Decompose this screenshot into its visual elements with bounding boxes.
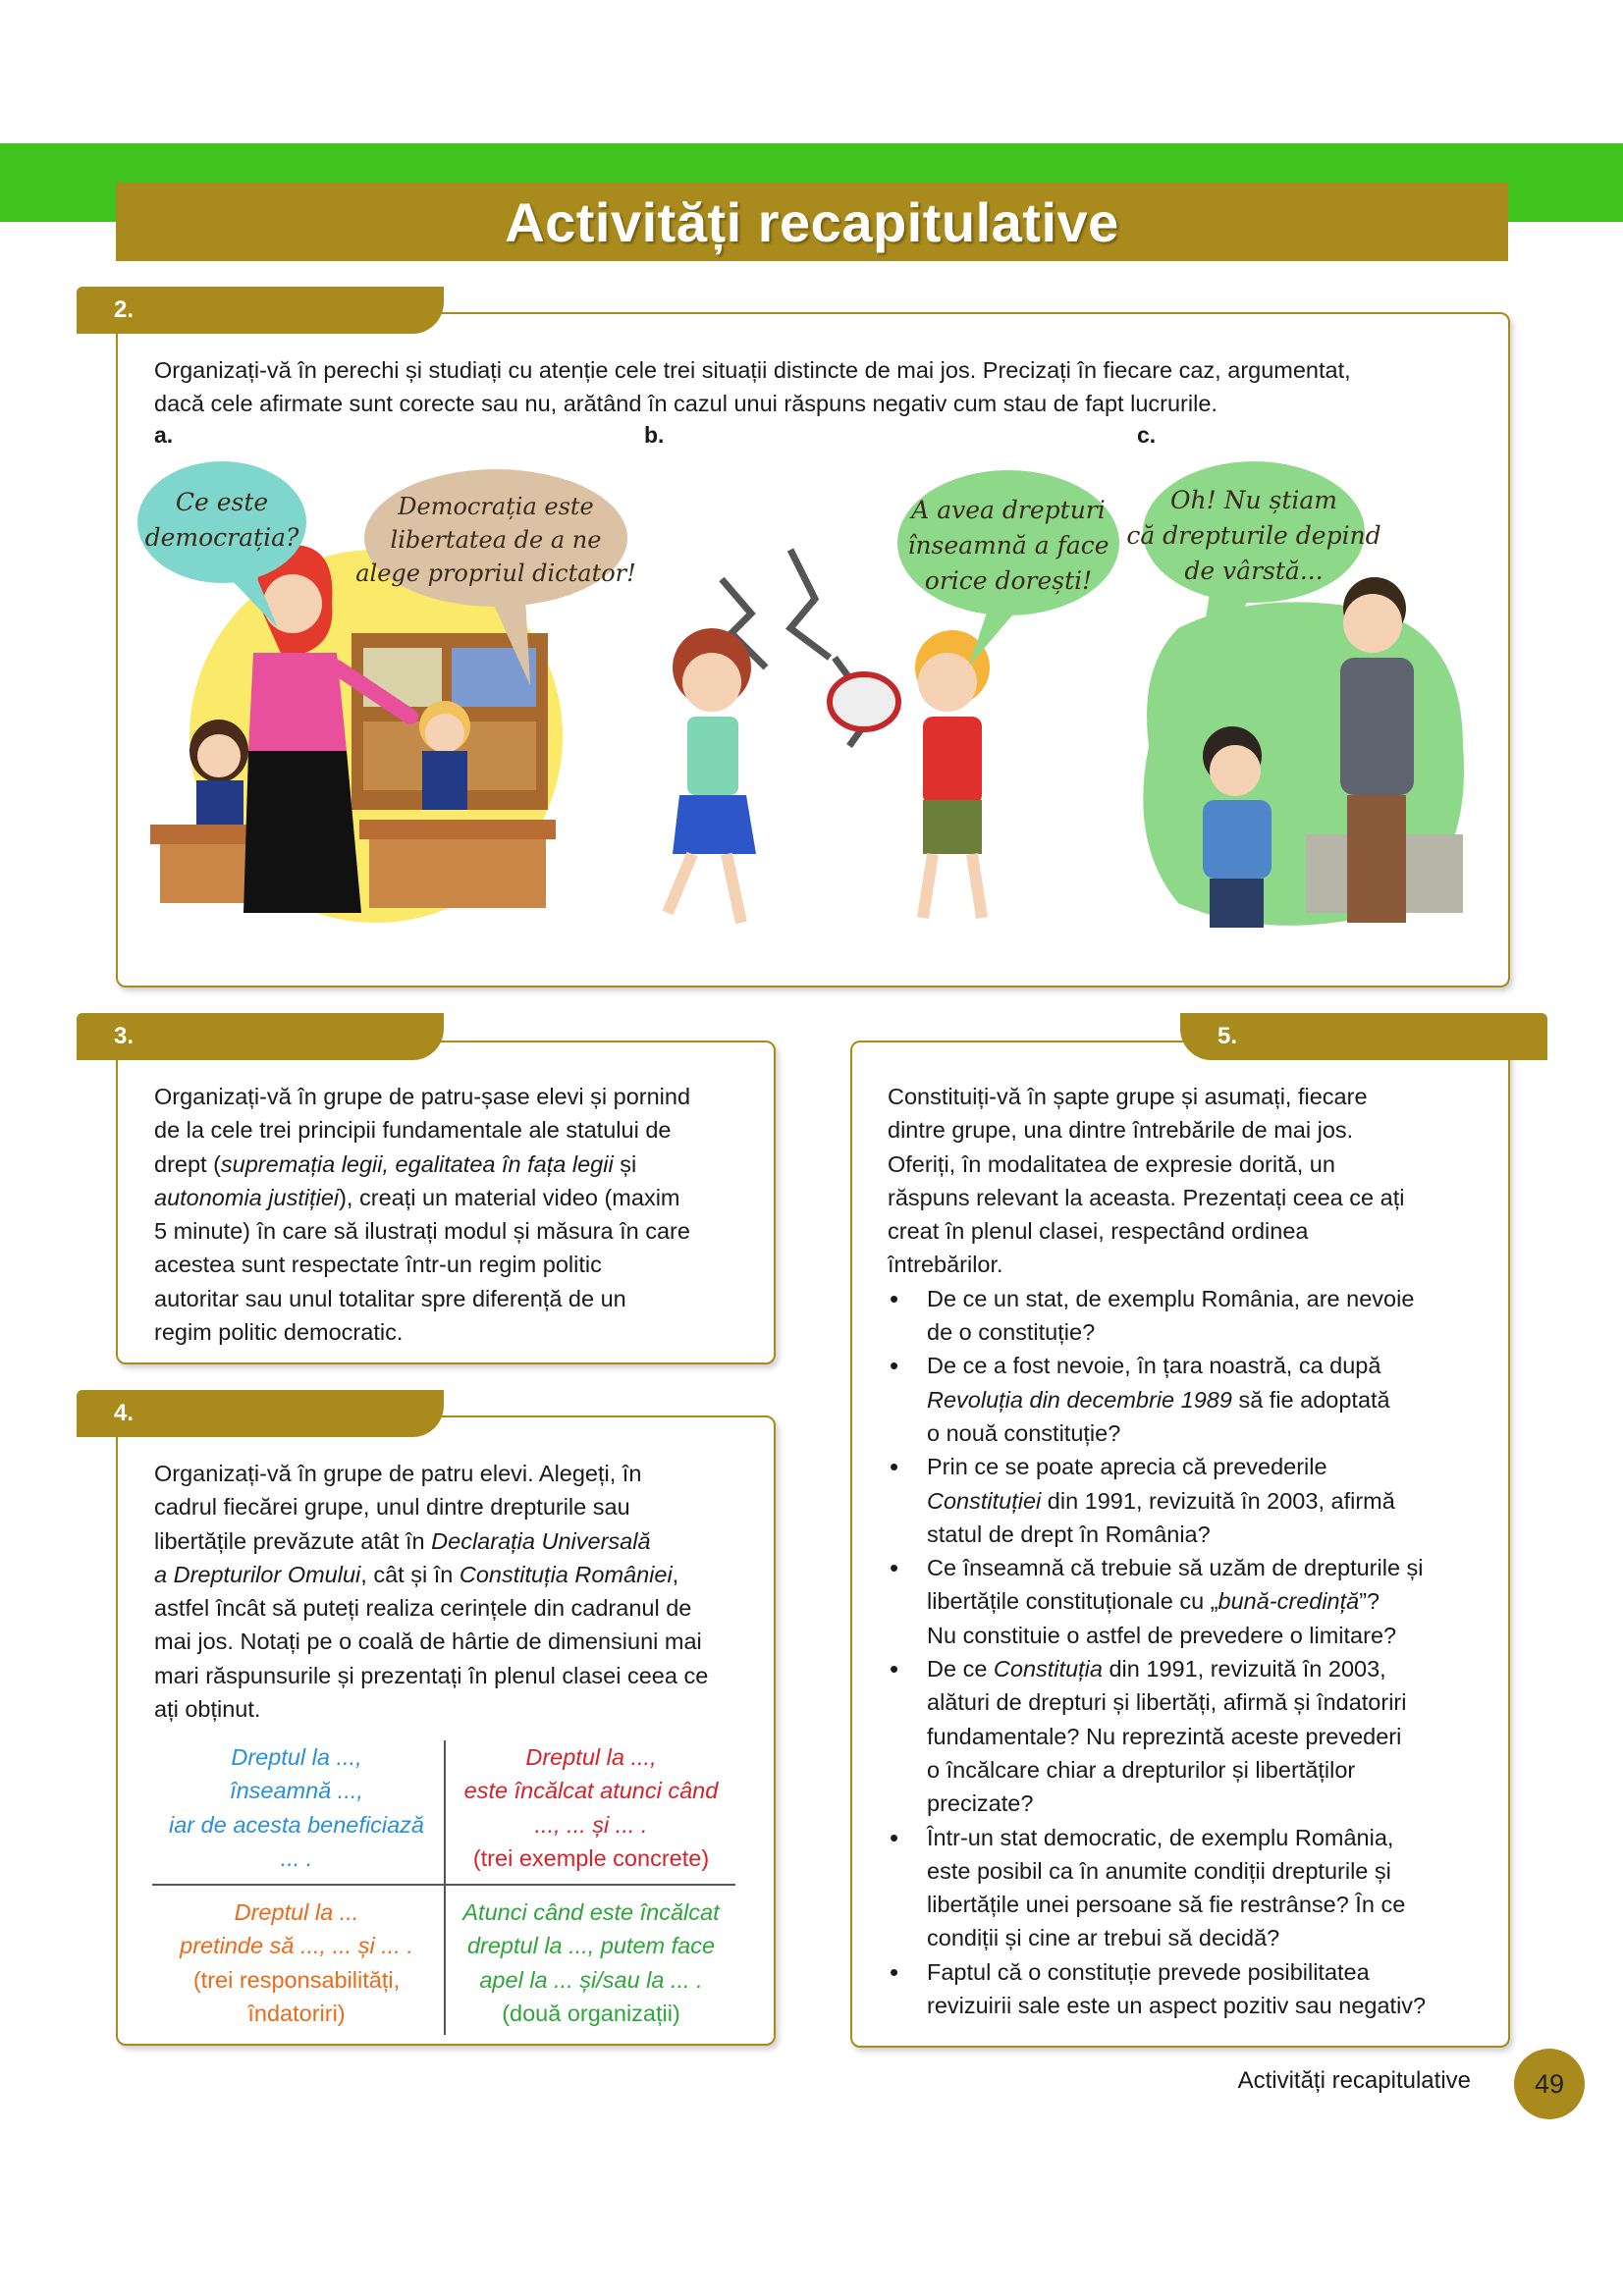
title-bar [116, 183, 1508, 261]
situation-label-c: c. [1137, 422, 1157, 448]
situation-label-a: a. [154, 422, 174, 448]
exercise-5-tab [1180, 1013, 1547, 1060]
text-run: De ce [927, 1656, 994, 1682]
bubble-b-line: înseamnă a face [907, 531, 1109, 560]
exercise-5-intro-line: Oferiți, în modalitatea de expresie dorită, un [888, 1150, 1335, 1177]
exercise-5-text [888, 1080, 1496, 2022]
exercise-5-intro-line: răspuns relevant la aceasta. Prezentați ceea ce ați [888, 1184, 1405, 1210]
text-run: 5 minute) în care să ilustrați modul și măsura în care [154, 1218, 690, 1245]
text-run: o încălcare chiar a drepturilor și libertăților [927, 1756, 1356, 1783]
quadrant-line: Dreptul la ..., [231, 1744, 362, 1770]
bubble-c [1126, 461, 1381, 609]
bubble-b-line: orice dorești! [924, 566, 1093, 595]
exercise-4-line [154, 1457, 763, 1490]
text-run: Ce înseamnă că trebuie să uzăm de drepturile și [927, 1555, 1424, 1581]
italic-run: autonomia justiției [154, 1184, 340, 1210]
italic-run: a Drepturilor Omului [154, 1561, 361, 1587]
quadrant-line: Atunci când este încălcat [462, 1899, 720, 1925]
question-item [888, 1821, 1496, 1955]
text-run: , cât și în [360, 1561, 460, 1587]
exercise-4-line [154, 1591, 763, 1625]
exercise-3-number: 3. [114, 1023, 135, 1049]
exercise-3-line [154, 1113, 763, 1147]
exercise-3-line [154, 1214, 763, 1248]
exercise-4-line [154, 1558, 763, 1591]
exercise-2-number: 2. [114, 296, 135, 323]
exercise-4-line [154, 1692, 763, 1726]
text-run: este posibil ca în anumite condiții drepturile și [927, 1857, 1391, 1884]
quadrant-top-right [447, 1740, 735, 1875]
exercise-2-line: Organizați-vă în perechi și studiați cu atenție cele trei situații distincte de mai jos. Precizați în fiecare caz, argumentat, [154, 357, 1351, 383]
text-run: Într-un stat democratic, de exemplu România, [927, 1824, 1394, 1850]
student-right-uniform [422, 751, 467, 810]
quadrant-line: este încălcat atunci când [463, 1778, 719, 1804]
text-run: ), creați un material video (maxim [339, 1184, 680, 1210]
teacher-skirt [243, 751, 361, 913]
son-jeans [1210, 879, 1264, 928]
quadrant-line: pretinde să ..., ... și ... . [180, 1933, 413, 1959]
italic-run: bună-credință [1217, 1588, 1360, 1615]
exercise-4-tab [77, 1390, 444, 1437]
bubble-c-line: de vârstă... [1184, 557, 1324, 585]
text-run: statul de drept în România? [927, 1521, 1211, 1547]
son-face [1210, 745, 1261, 796]
rights-quadrant-grid [152, 1740, 735, 2035]
quadrant-note: (două organizații) [502, 2000, 680, 2026]
italic-run: Constituția României [459, 1561, 673, 1587]
page-number: 49 [1534, 2068, 1565, 2099]
student-uniform [196, 780, 243, 829]
bubble-b [895, 469, 1121, 616]
text-run: libertățile constituționale cu „ [927, 1588, 1218, 1615]
quadrant-note: îndatoriri) [247, 2000, 346, 2026]
question-item [888, 1652, 1496, 1820]
situation-label-b: b. [644, 422, 665, 448]
grid-vertical-divider [444, 1740, 446, 2035]
page-number-badge [1514, 2049, 1585, 2119]
quadrant-line: ... . [280, 1844, 313, 1871]
megaphone-shape [830, 674, 898, 729]
girl-skirt [673, 795, 756, 854]
exercise-3-line [154, 1148, 763, 1181]
exercise-3-line [154, 1080, 763, 1113]
text-run: revizuirii sale este un aspect pozitiv sau negativ? [927, 1993, 1427, 2019]
question-item [888, 1450, 1496, 1551]
bubble-c-line: că drepturile depind [1126, 521, 1381, 550]
quadrant-line: Dreptul la ... [234, 1899, 359, 1925]
text-run: autoritar sau unul totalitar spre diferență de un [154, 1285, 626, 1311]
text-run: ”? [1359, 1588, 1380, 1615]
text-run: mari răspunsurile și prezentați în plenul clasei ceea ce [154, 1662, 709, 1688]
exercise-3-text [154, 1080, 763, 1349]
text-run: libertățile unei persoane să fie restrânse? În ce [927, 1892, 1406, 1918]
quadrant-line: ..., ... și ... . [534, 1811, 648, 1838]
italic-run: Constituția [993, 1656, 1103, 1682]
student-face [197, 734, 241, 777]
text-run: din 1991, revizuită în 2003, [1102, 1656, 1386, 1682]
exercise-3-line [154, 1282, 763, 1315]
question-item [888, 1349, 1496, 1450]
exercise-2-tab [77, 287, 444, 334]
boy-shirt [923, 717, 982, 805]
text-run: Organizați-vă în grupe de patru elevi. Alegeți, în [154, 1461, 642, 1486]
exercise-3-line [154, 1315, 763, 1349]
text-run: cadrul fiecărei grupe, unul dintre drepturile sau [154, 1494, 630, 1521]
text-run: alături de drepturi și libertăți, afirmă și îndatoriri [927, 1689, 1407, 1716]
italic-run: Revoluția din decembrie 1989 [927, 1386, 1232, 1413]
bubble-shape [137, 461, 306, 583]
italic-run: Declarația Universală [431, 1527, 651, 1554]
exercise-4-line [154, 1659, 763, 1692]
bubble-a2-line: alege propriul dictator! [355, 560, 636, 587]
exercise-3-line [154, 1248, 763, 1281]
page-title: Activități recapitulative [505, 190, 1119, 253]
text-run: acestea sunt respectate într-un regim politic [154, 1252, 602, 1278]
quadrant-top-left [152, 1740, 441, 1875]
text-run: precizate? [927, 1790, 1034, 1817]
quadrant-line: apel la ... și/sau la ... . [479, 1966, 703, 1993]
bubble-a1-line: Ce este [175, 488, 269, 516]
text-run: condiții și cine ar trebui să decidă? [927, 1925, 1280, 1951]
exercise-4-line [154, 1524, 763, 1558]
exercise-4-line [154, 1625, 763, 1658]
text-run: libertățile prevăzute atât în [154, 1527, 432, 1554]
exercise-5-intro-line: Constituiți-vă în șapte grupe și asumați, fiecare [888, 1084, 1368, 1109]
boy-shorts [923, 800, 982, 854]
question-item [888, 1551, 1496, 1652]
text-run: o nouă constituție? [927, 1419, 1121, 1446]
questions-list [888, 1282, 1496, 2023]
illustration-c-father-son [1139, 550, 1473, 942]
bubble-a1 [135, 461, 312, 589]
text-run: ați obținut. [154, 1696, 261, 1723]
quadrant-line: Dreptul la ..., [525, 1744, 657, 1770]
quadrant-line: dreptul la ..., putem face [466, 1933, 716, 1959]
text-run: De ce a fost nevoie, în țara noastră, ca după [927, 1353, 1381, 1379]
bubble-c-line: Oh! Nu știam [1170, 486, 1337, 514]
student-right-face [425, 714, 464, 753]
exercise-3-tab [77, 1013, 444, 1060]
exercise-2-line: dacă cele afirmate sunt corecte sau nu, arătând în cazul unui răspuns negativ cum stau de fapt lucrurile. [154, 391, 1217, 417]
desk-right-body [369, 839, 546, 908]
text-run: , [672, 1561, 679, 1587]
girl-legs [668, 854, 741, 923]
italic-run: supremația legii, egalitatea în fața legii [220, 1150, 614, 1177]
text-run: mai jos. Notați pe o coală de hârtie de dimensiuni mai [154, 1629, 702, 1655]
exercise-3-line [154, 1181, 763, 1214]
boy-legs [923, 854, 982, 918]
father-trousers [1347, 795, 1406, 923]
italic-run: Constituției [927, 1487, 1042, 1514]
quadrant-line: iar de acesta beneficiază [169, 1811, 424, 1838]
text-run: regim politic democratic. [154, 1319, 404, 1346]
question-item [888, 1955, 1496, 2023]
quadrant-line: înseamnă ..., [230, 1778, 363, 1804]
footer-section-title: Activități recapitulative [1237, 2067, 1471, 2094]
text-run: De ce un stat, de exemplu România, are nevoie [927, 1285, 1415, 1311]
father-sweater [1340, 658, 1414, 795]
bubble-a2-line: Democrația este [398, 493, 594, 520]
exercise-5-intro-line: creat în plenul clasei, respectând ordinea [888, 1218, 1309, 1245]
quadrant-bottom-left [152, 1896, 441, 2030]
exercise-4-number: 4. [114, 1400, 135, 1426]
text-run: din 1991, revizuită în 2003, afirmă [1041, 1487, 1395, 1514]
desk-right-top [359, 820, 556, 839]
quadrant-note: (trei responsabilități, [192, 1966, 401, 1993]
exercise-5-intro-line: dintre grupe, una dintre întrebările de mai jos. [888, 1117, 1354, 1144]
text-run: astfel încât să puteți realiza cerințele din cadranul de [154, 1595, 692, 1622]
quadrant-note: (trei exemple concrete) [472, 1844, 710, 1871]
bubble-a1-line: democrația? [144, 523, 299, 552]
noise-lines [790, 550, 830, 658]
text-run: și [613, 1150, 637, 1177]
bubble-a2 [355, 469, 636, 616]
quadrant-bottom-right [447, 1896, 735, 2030]
girl-face [682, 653, 741, 712]
boy-face [918, 653, 977, 712]
exercise-4-text [154, 1457, 763, 1726]
text-run: drept ( [154, 1150, 221, 1177]
exercise-5-number: 5. [1217, 1023, 1238, 1049]
text-run: Faptul că o constituție prevede posibilitatea [927, 1958, 1370, 1985]
question-item [888, 1282, 1496, 1350]
text-run: de la cele trei principii fundamentale ale statului de [154, 1117, 672, 1144]
text-run: Nu constituie o astfel de prevedere o limitare? [927, 1622, 1397, 1648]
exercise-2-text [154, 353, 1489, 421]
bubble-b-line: A avea drepturi [911, 496, 1106, 524]
grid-horizontal-divider [152, 1884, 735, 1886]
bubble-a2-line: libertatea de a ne [390, 526, 602, 554]
text-run: să fie adoptată [1231, 1386, 1390, 1413]
exercise-5-intro-line: întrebărilor. [888, 1252, 1003, 1278]
text-run: Prin ce se poate aprecia că prevederile [927, 1454, 1327, 1480]
text-run: de o constituție? [927, 1319, 1096, 1346]
son-hoodie [1203, 800, 1271, 879]
text-run: Organizați-vă în grupe de patru-șase elevi și pornind [154, 1084, 691, 1109]
exercise-4-line [154, 1490, 763, 1523]
girl-top [687, 717, 738, 795]
text-run: fundamentale? Nu reprezintă aceste prevederi [927, 1723, 1402, 1749]
